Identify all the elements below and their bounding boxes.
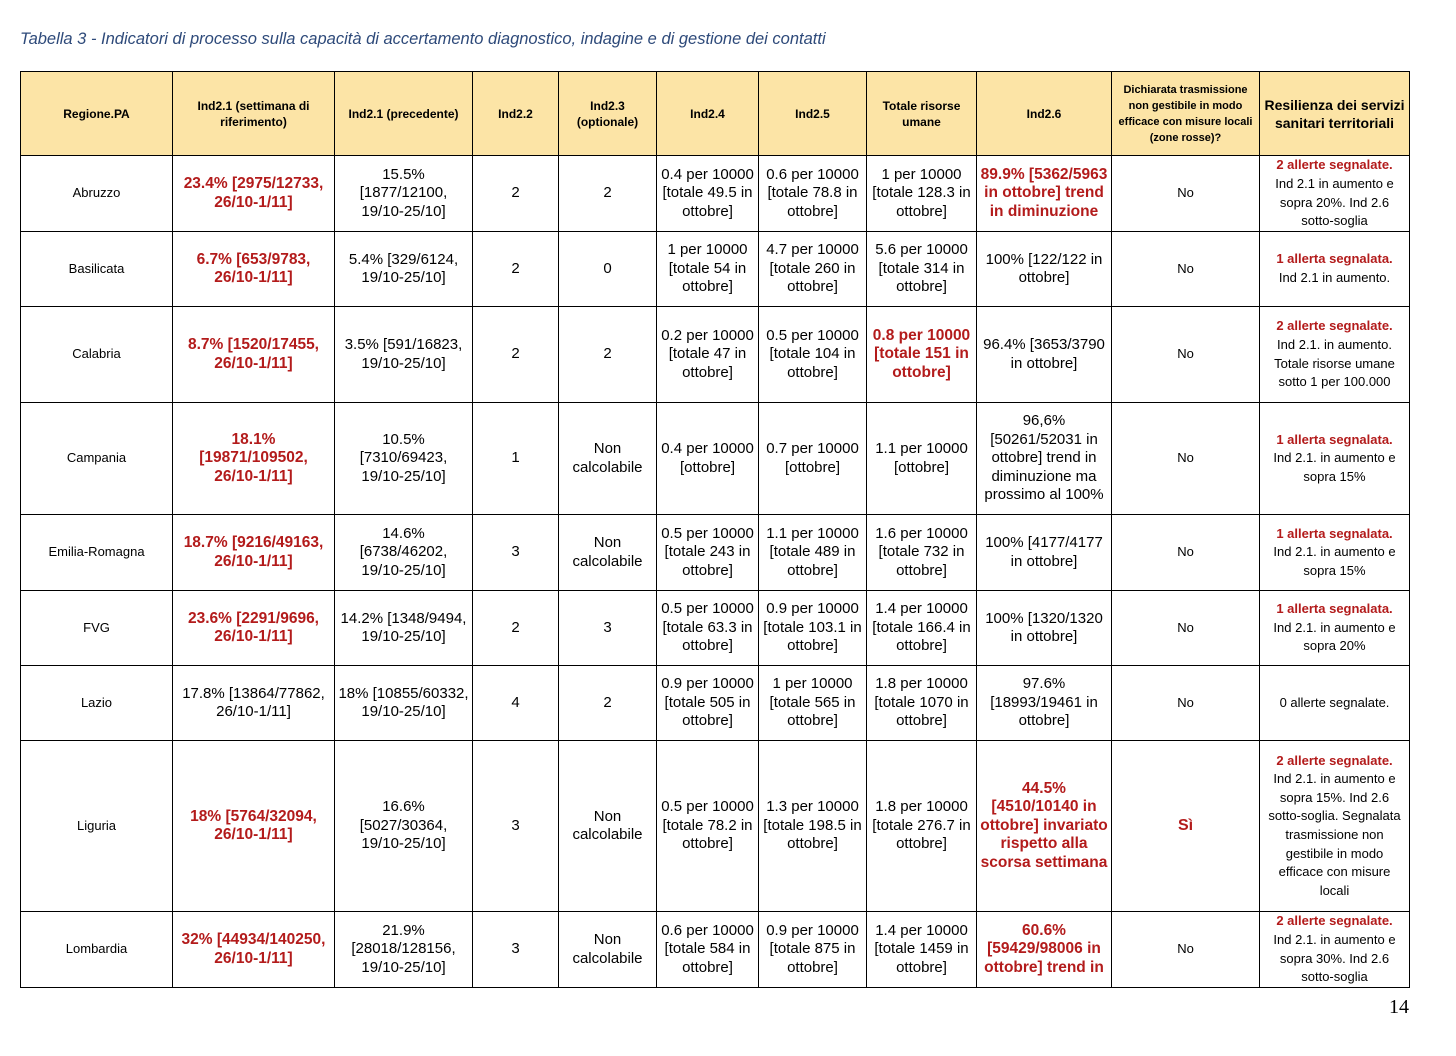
cell-resilienza xyxy=(1260,666,1410,741)
header-dichiarata: Dichiarata trasmissione non gestibile in modo efficace con misure locali (zone rosse)? xyxy=(1112,72,1260,156)
cell-dichiarata: No xyxy=(1112,591,1260,666)
cell-ind23: 3 xyxy=(559,591,657,666)
cell-ind26: 100% [1320/1320 in ottobre] xyxy=(977,591,1112,666)
cell-regione: Campania xyxy=(21,403,173,515)
cell-ind21-rif: 32% [44934/140250, 26/10-1/11] xyxy=(173,912,335,988)
cell-ind21-rif: 6.7% [653/9783, 26/10-1/11] xyxy=(173,232,335,307)
cell-ind23: 0 xyxy=(559,232,657,307)
table-row xyxy=(21,912,1410,988)
cell-ind25: 1.1 per 10000 [totale 489 in ottobre] xyxy=(759,515,867,591)
cell-ind21-rif: 8.7% [1520/17455, 26/10-1/11] xyxy=(173,307,335,403)
cell-ind23: 2 xyxy=(559,307,657,403)
cell-ind24: 1 per 10000 [totale 54 in ottobre] xyxy=(657,232,759,307)
table-row xyxy=(21,741,1410,912)
resilience-note: Ind 2.1. in aumento e sopra 20% xyxy=(1273,619,1396,654)
header-regione: Regione.PA xyxy=(21,72,173,156)
cell-dichiarata: No xyxy=(1112,403,1260,515)
table-row xyxy=(21,591,1410,666)
cell-ind21-prec: 5.4% [329/6124, 19/10-25/10] xyxy=(335,232,473,307)
header-ind21-rif: Ind2.1 (settimana di riferimento) xyxy=(173,72,335,156)
cell-ind21-prec: 10.5% [7310/69423, 19/10-25/10] xyxy=(335,403,473,515)
resilience-note: Ind 2.1. in aumento. Totale risorse umane sotto 1 per 100.000 xyxy=(1274,336,1395,390)
header-resilienza: Resilienza dei servizi sanitari territoriali xyxy=(1260,72,1410,156)
cell-dichiarata: No xyxy=(1112,156,1260,232)
alert-label: 1 allerta segnalata. xyxy=(1276,525,1393,541)
header-ind22: Ind2.2 xyxy=(473,72,559,156)
cell-ind24: 0.6 per 10000 [totale 584 in ottobre] xyxy=(657,912,759,988)
cell-ind25: 0.9 per 10000 [totale 103.1 in ottobre] xyxy=(759,591,867,666)
cell-ind25: 1 per 10000 [totale 565 in ottobre] xyxy=(759,666,867,741)
alert-label: 2 allerte segnalate. xyxy=(1276,913,1393,929)
cell-ind24: 0.5 per 10000 [totale 63.3 in ottobre] xyxy=(657,591,759,666)
cell-resilienza xyxy=(1260,403,1410,515)
cell-regione: Liguria xyxy=(21,741,173,912)
cell-regione: Abruzzo xyxy=(21,156,173,232)
cell-ind22: 2 xyxy=(473,156,559,232)
cell-totale: 5.6 per 10000 [totale 314 in ottobre] xyxy=(867,232,977,307)
cell-ind21-rif: 23.6% [2291/9696, 26/10-1/11] xyxy=(173,591,335,666)
cell-ind25: 4.7 per 10000 [totale 260 in ottobre] xyxy=(759,232,867,307)
cell-ind21-rif: 18.7% [9216/49163, 26/10-1/11] xyxy=(173,515,335,591)
cell-ind22: 2 xyxy=(473,232,559,307)
alert-label: 1 allerta segnalata. xyxy=(1276,251,1393,267)
cell-resilienza xyxy=(1260,591,1410,666)
resilience-note: Ind 2.1 in aumento. xyxy=(1278,270,1391,285)
cell-regione: Lazio xyxy=(21,666,173,741)
cell-regione: FVG xyxy=(21,591,173,666)
resilience-note: 0 allerte segnalate. xyxy=(1279,694,1390,710)
cell-totale: 1.6 per 10000 [totale 732 in ottobre] xyxy=(867,515,977,591)
cell-ind25: 1.3 per 10000 [totale 198.5 in ottobre] xyxy=(759,741,867,912)
table-row xyxy=(21,156,1410,232)
alert-label: 1 allerta segnalata. xyxy=(1276,431,1393,447)
alert-label: 2 allerte segnalate. xyxy=(1276,157,1393,173)
cell-ind22: 2 xyxy=(473,307,559,403)
header-totale: Totale risorse umane xyxy=(867,72,977,156)
cell-regione: Basilicata xyxy=(21,232,173,307)
alert-label: 2 allerte segnalate. xyxy=(1276,318,1393,334)
cell-ind21-prec: 3.5% [591/16823, 19/10-25/10] xyxy=(335,307,473,403)
cell-dichiarata: No xyxy=(1112,515,1260,591)
cell-ind21-prec: 15.5% [1877/12100, 19/10-25/10] xyxy=(335,156,473,232)
cell-ind26: 44.5% [4510/10140 in ottobre] invariato rispetto alla scorsa settimana xyxy=(977,741,1112,912)
cell-resilienza xyxy=(1260,307,1410,403)
cell-totale: 1 per 10000 [totale 128.3 in ottobre] xyxy=(867,156,977,232)
alert-label: 1 allerta segnalata. xyxy=(1276,601,1393,617)
cell-ind26: 60.6% [59429/98006 in ottobre] trend in xyxy=(977,912,1112,988)
cell-ind26: 100% [4177/4177 in ottobre] xyxy=(977,515,1112,591)
resilience-note: Ind 2.1. in aumento e sopra 30%. Ind 2.6 sotto-soglia xyxy=(1273,931,1396,985)
cell-ind23: Non calcolabile xyxy=(559,403,657,515)
cell-ind22: 3 xyxy=(473,741,559,912)
cell-totale: 1.4 per 10000 [totale 1459 in ottobre] xyxy=(867,912,977,988)
cell-ind24: 0.9 per 10000 [totale 505 in ottobre] xyxy=(657,666,759,741)
cell-resilienza xyxy=(1260,741,1410,912)
cell-ind24: 0.5 per 10000 [totale 78.2 in ottobre] xyxy=(657,741,759,912)
resilience-note: Ind 2.1. in aumento e sopra 15% xyxy=(1273,544,1396,578)
header-ind21-prec: Ind2.1 (precedente) xyxy=(335,72,473,156)
cell-ind23: 2 xyxy=(559,666,657,741)
cell-ind21-prec: 21.9% [28018/128156, 19/10-25/10] xyxy=(335,912,473,988)
header-ind25: Ind2.5 xyxy=(759,72,867,156)
cell-ind26: 96.4% [3653/3790 in ottobre] xyxy=(977,307,1112,403)
table-row xyxy=(21,307,1410,403)
resilience-note: Ind 2.1 in aumento e sopra 20%. Ind 2.6 sotto-soglia xyxy=(1275,175,1394,229)
cell-ind24: 0.4 per 10000 [totale 49.5 in ottobre] xyxy=(657,156,759,232)
cell-ind25: 0.6 per 10000 [totale 78.8 in ottobre] xyxy=(759,156,867,232)
cell-ind26: 89.9% [5362/5963 in ottobre] trend in diminuzione xyxy=(977,156,1112,232)
cell-regione: Calabria xyxy=(21,307,173,403)
cell-ind26: 96,6% [50261/52031 in ottobre] trend in diminuzione ma prossimo al 100% xyxy=(977,403,1112,515)
cell-totale: 1.8 per 10000 [totale 276.7 in ottobre] xyxy=(867,741,977,912)
cell-dichiarata: No xyxy=(1112,232,1260,307)
header-ind26: Ind2.6 xyxy=(977,72,1112,156)
cell-ind21-rif: 18% [5764/32094, 26/10-1/11] xyxy=(173,741,335,912)
cell-ind22: 4 xyxy=(473,666,559,741)
cell-totale: 0.8 per 10000 [totale 151 in ottobre] xyxy=(867,307,977,403)
cell-ind21-rif: 18.1% [19871/109502, 26/10-1/11] xyxy=(173,403,335,515)
cell-ind24: 0.2 per 10000 [totale 47 in ottobre] xyxy=(657,307,759,403)
table-row xyxy=(21,666,1410,741)
cell-ind21-prec: 16.6% [5027/30364, 19/10-25/10] xyxy=(335,741,473,912)
cell-resilienza xyxy=(1260,912,1410,988)
resilience-note: Ind 2.1. in aumento e sopra 15% xyxy=(1273,450,1396,484)
resilience-note: Ind 2.1. in aumento e sopra 15%. Ind 2.6 sotto-soglia. Segnalata trasmissione non gestibile in modo efficace con misure locali xyxy=(1268,771,1401,898)
cell-ind22: 1 xyxy=(473,403,559,515)
cell-ind22: 3 xyxy=(473,912,559,988)
header-ind24: Ind2.4 xyxy=(657,72,759,156)
cell-totale: 1.1 per 10000 [ottobre] xyxy=(867,403,977,515)
cell-resilienza xyxy=(1260,156,1410,232)
cell-ind23: Non calcolabile xyxy=(559,515,657,591)
cell-ind21-rif: 23.4% [2975/12733, 26/10-1/11] xyxy=(173,156,335,232)
cell-ind23: Non calcolabile xyxy=(559,912,657,988)
cell-ind26: 100% [122/122 in ottobre] xyxy=(977,232,1112,307)
alert-label: 2 allerte segnalate. xyxy=(1276,752,1393,768)
cell-dichiarata: Sì xyxy=(1112,741,1260,912)
cell-regione: Emilia-Romagna xyxy=(21,515,173,591)
cell-ind21-prec: 14.6% [6738/46202, 19/10-25/10] xyxy=(335,515,473,591)
header-ind23: Ind2.3 (optionale) xyxy=(559,72,657,156)
cell-ind23: Non calcolabile xyxy=(559,741,657,912)
cell-ind21-rif: 17.8% [13864/77862, 26/10-1/11] xyxy=(173,666,335,741)
cell-resilienza xyxy=(1260,232,1410,307)
cell-resilienza xyxy=(1260,515,1410,591)
cell-dichiarata: No xyxy=(1112,912,1260,988)
cell-ind22: 3 xyxy=(473,515,559,591)
cell-regione: Lombardia xyxy=(21,912,173,988)
cell-ind25: 0.7 per 10000 [ottobre] xyxy=(759,403,867,515)
cell-ind24: 0.5 per 10000 [totale 243 in ottobre] xyxy=(657,515,759,591)
table-row xyxy=(21,232,1410,307)
table-caption: Tabella 3 - Indicatori di processo sulla capacità di accertamento diagnostico, indagine e di gestione dei contatti xyxy=(20,30,826,48)
cell-ind22: 2 xyxy=(473,591,559,666)
page-number: 14 xyxy=(1389,996,1409,1018)
table-row xyxy=(21,403,1410,515)
cell-ind24: 0.4 per 10000 [ottobre] xyxy=(657,403,759,515)
cell-ind26: 97.6% [18993/19461 in ottobre] xyxy=(977,666,1112,741)
cell-ind21-prec: 18% [10855/60332, 19/10-25/10] xyxy=(335,666,473,741)
cell-ind25: 0.5 per 10000 [totale 104 in ottobre] xyxy=(759,307,867,403)
header-row xyxy=(21,72,1410,156)
cell-ind21-prec: 14.2% [1348/9494, 19/10-25/10] xyxy=(335,591,473,666)
cell-totale: 1.4 per 10000 [totale 166.4 in ottobre] xyxy=(867,591,977,666)
cell-dichiarata: No xyxy=(1112,307,1260,403)
cell-totale: 1.8 per 10000 [totale 1070 in ottobre] xyxy=(867,666,977,741)
cell-ind25: 0.9 per 10000 [totale 875 in ottobre] xyxy=(759,912,867,988)
table-row xyxy=(21,515,1410,591)
indicators-table xyxy=(20,71,1410,988)
cell-dichiarata: No xyxy=(1112,666,1260,741)
cell-ind23: 2 xyxy=(559,156,657,232)
